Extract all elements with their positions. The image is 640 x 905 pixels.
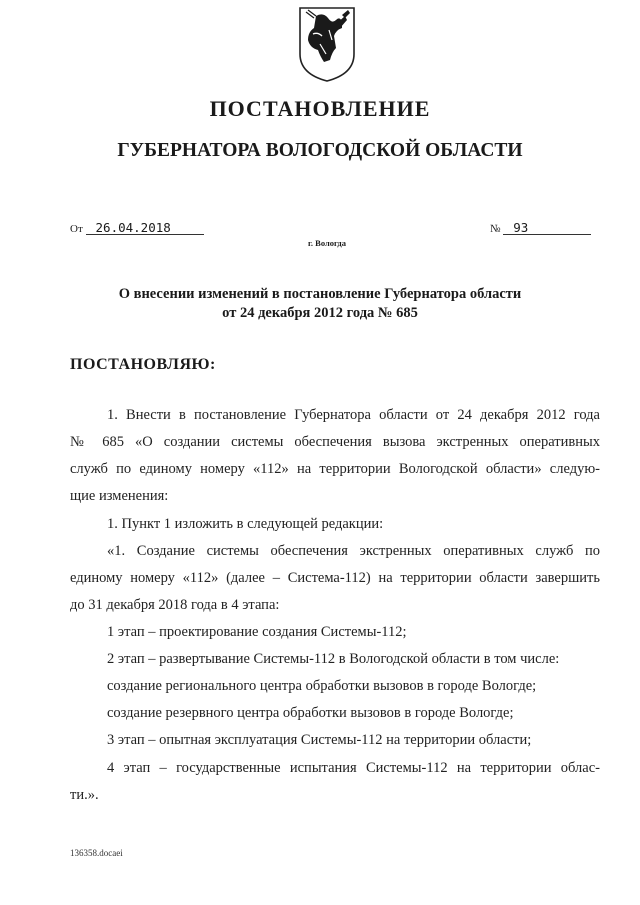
document-title: ПОСТАНОВЛЕНИЕ bbox=[209, 96, 431, 121]
paragraph-3-line-1: «1. Создание системы обеспечения экстренных оперативных служб по bbox=[107, 543, 600, 559]
paragraph-1-line-1: 1. Внести в постановление Губернатора области от 24 декабря 2012 года bbox=[107, 407, 600, 423]
footer-file-name: 136358.docaei bbox=[70, 848, 123, 858]
document-subject bbox=[0, 285, 640, 323]
paragraph-3-line-3: до 31 декабря 2018 года в 4 этапа: bbox=[70, 597, 280, 613]
stage-4-line-2: ти.». bbox=[70, 787, 99, 803]
city-label: г. Вологда bbox=[308, 238, 346, 248]
number-prefix: № bbox=[490, 223, 501, 235]
document-date: 26.04.2018 bbox=[86, 221, 204, 235]
stage-3: 3 этап – опытная эксплуатация Системы-112 на территории области; bbox=[107, 732, 532, 748]
date-prefix: От bbox=[70, 223, 83, 235]
subject-line-1: О внесении изменений в постановление Губернатора области bbox=[118, 286, 522, 302]
subject-line-2: от 24 декабря 2012 года № 685 bbox=[222, 305, 418, 321]
document-number: 93 bbox=[503, 221, 591, 235]
paragraph-1-line-4: щие изменения: bbox=[70, 488, 169, 504]
stage-2a: создание регионального центра обработки вызовов в городе Вологде; bbox=[107, 678, 537, 694]
coat-of-arms-emblem bbox=[296, 4, 358, 84]
stage-2: 2 этап – развертывание Системы-112 в Вологодской области в том числе: bbox=[107, 651, 560, 667]
decree-heading: ПОСТАНОВЛЯЮ: bbox=[70, 356, 216, 373]
stage-2b: создание резервного центра обработки вызовов в городе Вологде; bbox=[107, 705, 514, 721]
document-date-row bbox=[70, 221, 204, 235]
paragraph-2: 1. Пункт 1 изложить в следующей редакции: bbox=[107, 516, 384, 532]
paragraph-1-line-2: № 685 «О создании системы обеспечения вызова экстренных оперативных bbox=[70, 434, 600, 450]
document-subtitle: ГУБЕРНАТОРА ВОЛОГОДСКОЙ ОБЛАСТИ bbox=[117, 140, 523, 161]
paragraph-3-line-2: единому номеру «112» (далее – Система-112) на территории области завершить bbox=[70, 570, 600, 586]
paragraph-1-line-3: служб по единому номеру «112» на территории Вологодской области» следую- bbox=[70, 461, 600, 477]
stage-1: 1 этап – проектирование создания Системы-112; bbox=[107, 624, 407, 640]
document-number-row bbox=[490, 221, 591, 235]
stage-4-line-1: 4 этап – государственные испытания Системы-112 на территории облас- bbox=[107, 760, 600, 776]
